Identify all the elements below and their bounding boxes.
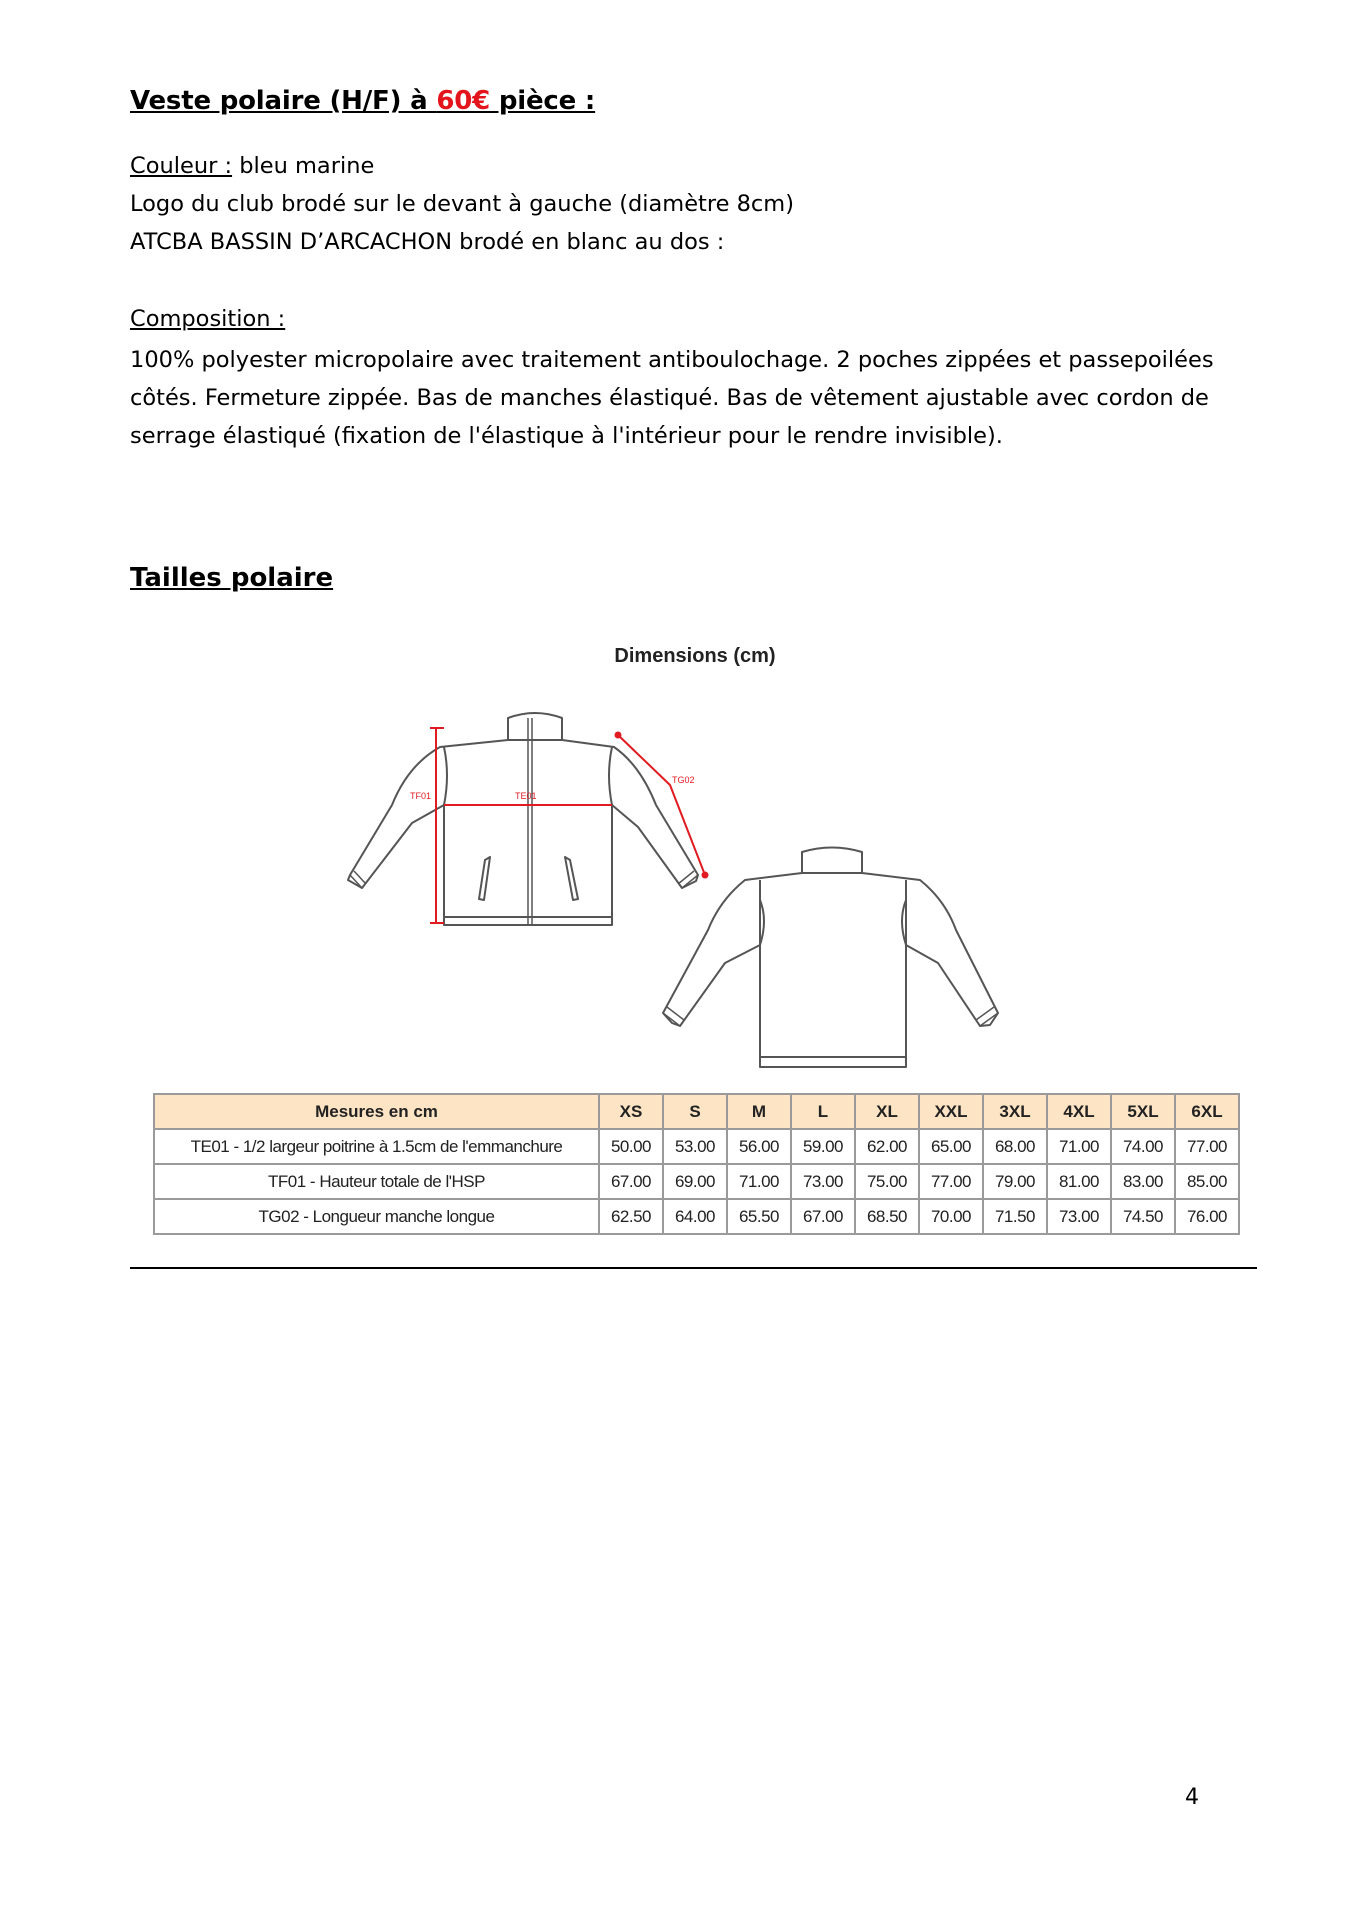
- color-label: Couleur :: [130, 153, 233, 179]
- table-cell: 64.00: [663, 1199, 727, 1234]
- header-cell: XS: [599, 1094, 663, 1129]
- front-jacket-drawing: [348, 713, 698, 925]
- table-cell: 79.00: [983, 1164, 1047, 1199]
- table-cell: TE01 - 1/2 largeur poitrine à 1.5cm de l'emmanchure: [154, 1129, 599, 1164]
- heading-suffix: pièce :: [490, 86, 596, 116]
- table-cell: 69.00: [663, 1164, 727, 1199]
- tg02-measure-line: [618, 735, 705, 875]
- table-cell: TF01 - Hauteur totale de l'HSP: [154, 1164, 599, 1199]
- table-cell: 75.00: [855, 1164, 919, 1199]
- table-cell: TG02 - Longueur manche longue: [154, 1199, 599, 1234]
- tf01-label: TF01: [410, 791, 432, 801]
- header-cell: L: [791, 1094, 855, 1129]
- table-header-row: [154, 1094, 1239, 1129]
- table-cell: 73.00: [1047, 1199, 1111, 1234]
- table-cell: 74.00: [1111, 1129, 1175, 1164]
- figure-title: Dimensions (cm): [614, 645, 776, 667]
- table-cell: 71.50: [983, 1199, 1047, 1234]
- table-row: [154, 1129, 1239, 1164]
- sizes-heading: Tailles polaire: [130, 563, 334, 593]
- table-cell: 81.00: [1047, 1164, 1111, 1199]
- color-line: [130, 153, 374, 179]
- table-cell: 68.00: [983, 1129, 1047, 1164]
- table-cell: 70.00: [919, 1199, 983, 1234]
- table-cell: 67.00: [791, 1199, 855, 1234]
- table-cell: 59.00: [791, 1129, 855, 1164]
- header-cell: XXL: [919, 1094, 983, 1129]
- logo-line: Logo du club brodé sur le devant à gauche (diamètre 8cm): [130, 191, 795, 217]
- back-jacket-drawing: [663, 848, 998, 1068]
- table-cell: 77.00: [1175, 1129, 1239, 1164]
- table-row: [154, 1164, 1239, 1199]
- horizontal-rule: [130, 1267, 1257, 1269]
- tg02-label: TG02: [672, 775, 695, 785]
- header-cell: M: [727, 1094, 791, 1129]
- back-embroidery-line: ATCBA BASSIN D’ARCACHON brodé en blanc au dos :: [130, 229, 725, 255]
- composition-label: Composition :: [130, 306, 286, 332]
- heading-prefix: Veste polaire (H/F) à: [130, 86, 437, 116]
- color-value: bleu marine: [232, 153, 375, 179]
- te01-label: TE01: [515, 791, 537, 801]
- header-cell: 3XL: [983, 1094, 1047, 1129]
- table-cell: 71.00: [727, 1164, 791, 1199]
- size-table: [153, 1093, 1240, 1235]
- table-cell: 74.50: [1111, 1199, 1175, 1234]
- table-cell: 62.00: [855, 1129, 919, 1164]
- header-cell: 5XL: [1111, 1094, 1175, 1129]
- table-cell: 77.00: [919, 1164, 983, 1199]
- table-row: [154, 1199, 1239, 1234]
- table-cell: 65.00: [919, 1129, 983, 1164]
- jacket-diagram: [340, 695, 1040, 1080]
- header-cell: Mesures en cm: [154, 1094, 599, 1129]
- header-cell: S: [663, 1094, 727, 1129]
- table-cell: 71.00: [1047, 1129, 1111, 1164]
- composition-text: 100% polyester micropolaire avec traitement antiboulochage. 2 poches zippées et passepoilées côtés. Fermeture zippée. Bas de manches élastiqué. Bas de vêtement ajustable avec cordon de serrage élastiqué (fixation de l'élastique à l'intérieur pour le rendre invisible).: [130, 347, 1214, 449]
- table-cell: 73.00: [791, 1164, 855, 1199]
- table-cell: 62.50: [599, 1199, 663, 1234]
- table-cell: 83.00: [1111, 1164, 1175, 1199]
- header-cell: 6XL: [1175, 1094, 1239, 1129]
- table-cell: 53.00: [663, 1129, 727, 1164]
- product-heading: [130, 86, 595, 116]
- page-number: 4: [1185, 1785, 1199, 1810]
- table-cell: 85.00: [1175, 1164, 1239, 1199]
- table-cell: 65.50: [727, 1199, 791, 1234]
- table-cell: 50.00: [599, 1129, 663, 1164]
- table-cell: 67.00: [599, 1164, 663, 1199]
- header-cell: XL: [855, 1094, 919, 1129]
- header-cell: 4XL: [1047, 1094, 1111, 1129]
- table-cell: 76.00: [1175, 1199, 1239, 1234]
- table-cell: 56.00: [727, 1129, 791, 1164]
- table-cell: 68.50: [855, 1199, 919, 1234]
- price: 60€: [436, 86, 490, 116]
